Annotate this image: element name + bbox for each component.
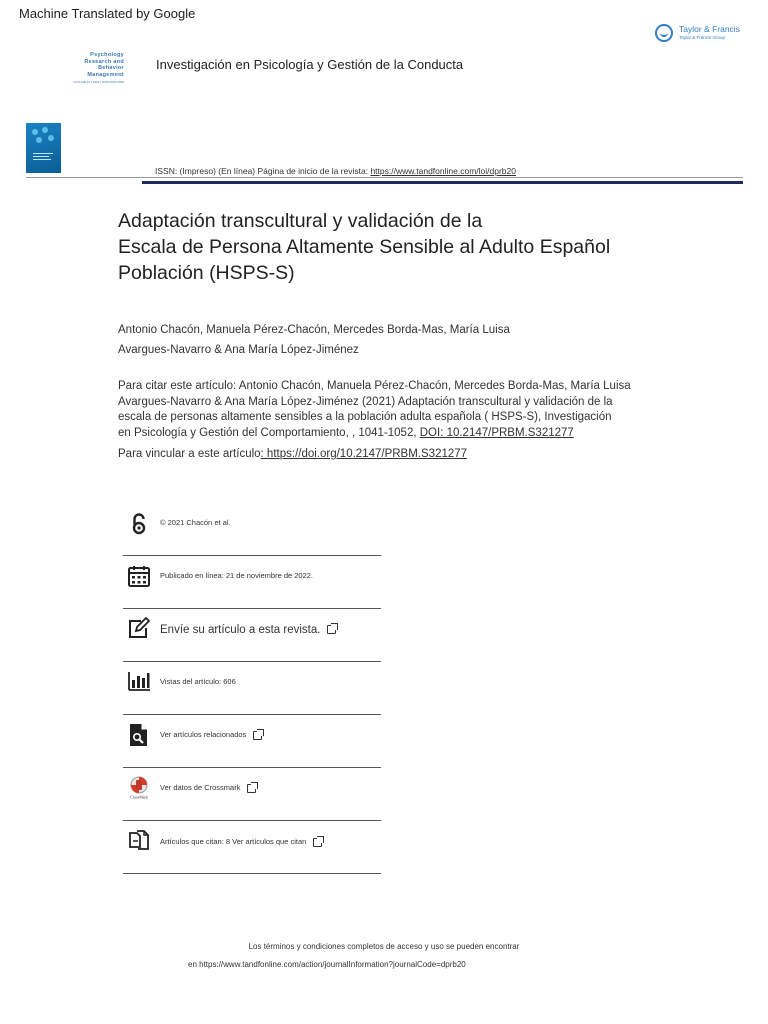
journal-homepage-link[interactable]: https://www.tandfonline.com/loi/dprb20 (370, 166, 516, 176)
publisher-name: Taylor & Francis (679, 24, 740, 34)
document-search-icon (127, 723, 151, 747)
citation-line: escala de personas altamente sensibles a la población adulta española ( HSPS-S), Investigación (118, 411, 612, 423)
journal-name: Investigación en Psicología y Gestión de la Conducta (156, 57, 464, 72)
submit-article-link[interactable] (160, 624, 336, 636)
crossmark-icon (127, 775, 151, 799)
citation-line: en Psicología y Gestión del Comportamiento, , 1041-1052, (118, 426, 420, 439)
citation-line: Para citar este artículo: Antonio Chacón, Manuela Pérez-Chacón, Mercedes Borda-Mas, María Luisa (118, 380, 631, 392)
related-articles-link[interactable] (160, 730, 262, 740)
journal-logo-volume: VOLUME 15 | 2022 | ISSN 0000-0000 (73, 80, 124, 84)
external-link-icon (327, 625, 336, 634)
machine-translation-banner: Machine Translated by Google (19, 6, 196, 21)
item-divider (123, 714, 381, 715)
published-date-text: Publicado en línea: 21 de noviembre de 2022. (160, 571, 314, 580)
article-link-label: Para vincular a este artículo (118, 448, 261, 460)
citing-articles-link[interactable] (160, 837, 322, 847)
citation-line: Avargues-Navarro & Ana María López-Jiménez (2021) Adaptación transcultural y validación de la (118, 395, 613, 408)
journal-logo-line: Psychology (90, 52, 124, 58)
article-views-item[interactable] (123, 667, 381, 715)
issn-text: ISSN: (Impreso) (En línea) Página de inicio de la revista: (155, 166, 371, 176)
article-link-line (118, 448, 467, 460)
article-doi-url[interactable]: : https://doi.org/10.2147/PRBM.S321277 (260, 448, 468, 460)
item-divider (123, 555, 381, 556)
edit-icon (127, 616, 151, 640)
submit-article-item[interactable] (123, 614, 381, 662)
article-title (118, 208, 678, 286)
item-divider (123, 873, 381, 874)
related-articles-label: Ver artículos relacionados (160, 730, 247, 739)
published-item (123, 561, 381, 609)
crossmark-icon-label: CrossMark (130, 794, 148, 799)
related-articles-item[interactable] (123, 720, 381, 768)
calendar-icon (127, 564, 151, 588)
authors-line: Avargues-Navarro & Ana María López-Jiménez (118, 344, 359, 356)
article-title-line: Población (HSPS-S) (118, 262, 295, 284)
item-divider (123, 767, 381, 768)
item-divider (123, 661, 381, 662)
crossmark-link[interactable] (160, 783, 256, 793)
terms-url[interactable]: en https://www.tandfonline.com/action/journalInformation?journalCode=dprb20 (188, 960, 466, 969)
bar-chart-icon (127, 669, 151, 693)
issn-line (155, 166, 516, 176)
authors-line: Antonio Chacón, Manuela Pérez-Chacón, Mercedes Borda-Mas, María Luisa (118, 324, 510, 336)
copyright-item (123, 508, 381, 556)
citing-articles-item[interactable] (123, 826, 381, 874)
publisher-sub: Taylor & Francis Group (679, 35, 726, 40)
external-link-icon (253, 731, 262, 740)
publisher-logo-icon (655, 24, 673, 42)
header-divider-thick (142, 181, 743, 184)
citing-articles-icon (127, 828, 151, 852)
terms-text: Los términos y condiciones completos de acceso y uso se pueden encontrar (248, 942, 520, 951)
citation-block (118, 379, 658, 441)
journal-cover-image (26, 123, 61, 173)
publisher-logo[interactable] (655, 22, 747, 46)
open-access-icon (127, 512, 151, 536)
article-title-line: Adaptación transcultural y validación de la (118, 210, 483, 232)
article-title-line: Escala de Persona Altamente Sensible al Adulto Español (118, 236, 611, 258)
journal-logo-line: Behavior (98, 65, 124, 71)
citing-articles-label: Artículos que citan: 8 Ver artículos que citan (160, 837, 307, 846)
crossmark-item[interactable] (123, 773, 381, 821)
doi-link[interactable]: DOI: 10.2147/PRBM.S321277 (419, 426, 574, 439)
article-views-text: Vistas del artículo: 606 (160, 677, 236, 686)
item-divider (123, 608, 381, 609)
article-authors (118, 320, 510, 360)
item-divider (123, 820, 381, 821)
external-link-icon (247, 784, 256, 793)
copyright-text: © 2021 Chacón et al. (160, 518, 231, 527)
external-link-icon (313, 838, 322, 847)
journal-logo-line: Management (87, 71, 124, 78)
journal-logo (52, 52, 124, 84)
journal-logo-line: Research and (84, 58, 124, 65)
submit-article-label: Envíe su artículo a esta revista. (160, 624, 321, 636)
crossmark-label: Ver datos de Crossmark (160, 783, 241, 792)
header-divider-thin (26, 177, 743, 178)
